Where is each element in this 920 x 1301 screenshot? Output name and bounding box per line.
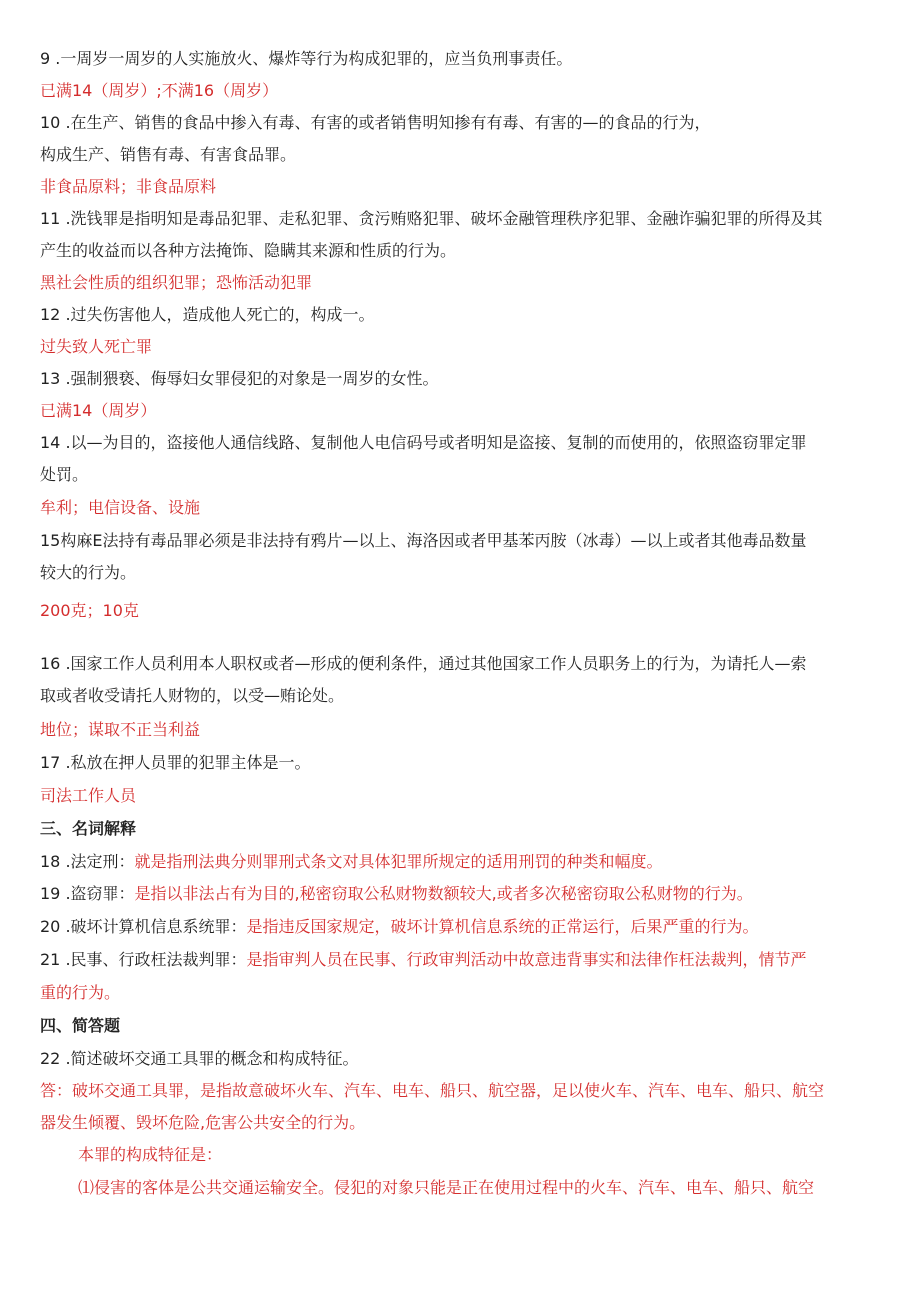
term-21-definition: 是指审判人员在民事、行政审判活动中故意违背事实和法律作枉法裁判，情节严 xyxy=(246,950,807,969)
answer-11: 黑社会性质的组织犯罪；恐怖活动犯罪 xyxy=(40,273,313,292)
question-13: 13 .强制猥亵、侮辱妇女罪侵犯的对象是一周岁的女性。 xyxy=(40,369,439,388)
section-heading-4: 四、简答题 xyxy=(40,1016,121,1035)
question-17: 17 .私放在押人员罪的犯罪主体是一。 xyxy=(40,753,311,772)
question-16-line2: 取或者收受请托人财物的，以受—贿论处。 xyxy=(40,686,345,705)
question-15-line2: 较大的行为。 xyxy=(40,563,137,582)
question-14-line2: 处罚。 xyxy=(40,465,89,484)
term-21-definition-line2: 重的行为。 xyxy=(40,983,121,1002)
answer-17: 司法工作人员 xyxy=(40,786,137,805)
term-18 xyxy=(40,851,663,873)
term-19-title: 19 .盗窃罪： xyxy=(40,884,135,903)
question-14-line1: 14 .以—为目的，盗接他人通信线路、复制他人电信码号或者明知是盗接、复制的而使用的，依照盗窃罪定罪 xyxy=(40,433,807,452)
answer-14: 牟利；电信设备、设施 xyxy=(40,498,201,517)
section-heading-3: 三、名词解释 xyxy=(40,819,137,838)
term-20 xyxy=(40,916,759,938)
answer-22-line3: 本罪的构成特征是： xyxy=(78,1145,223,1164)
term-18-title: 18 .法定刑： xyxy=(40,852,135,871)
question-10-line2: 构成生产、销售有毒、有害食品罪。 xyxy=(40,145,297,164)
answer-13: 已满14（周岁） xyxy=(40,401,157,420)
term-20-title: 20 .破坏计算机信息系统罪： xyxy=(40,917,247,936)
answer-9: 已满14（周岁）;不满16（周岁） xyxy=(40,81,279,100)
question-22: 22 .简述破坏交通工具罪的概念和构成特征。 xyxy=(40,1049,359,1068)
answer-15: 200克；10克 xyxy=(40,601,139,620)
answer-10: 非食品原料；非食品原料 xyxy=(40,177,217,196)
question-11-line1: 11 .洗钱罪是指明知是毒品犯罪、走私犯罪、贪污贿赂犯罪、破坏金融管理秩序犯罪、金融诈骗犯罪的所得及其 xyxy=(40,209,823,228)
question-12: 12 .过失伤害他人，造成他人死亡的，构成一。 xyxy=(40,305,375,324)
term-19 xyxy=(40,883,753,905)
answer-16: 地位；谋取不正当利益 xyxy=(40,720,201,739)
term-21-title: 21 .民事、行政枉法裁判罪： xyxy=(40,950,247,969)
question-9: 9 .一周岁一周岁的人实施放火、爆炸等行为构成犯罪的，应当负刑事责任。 xyxy=(40,49,573,68)
term-21 xyxy=(40,949,807,971)
term-19-definition: 是指以非法占有为目的,秘密窃取公私财物数额较大,或者多次秘密窃取公私财物的行为。 xyxy=(134,884,753,903)
question-16-line1: 16 .国家工作人员利用本人职权或者—形成的便利条件，通过其他国家工作人员职务上的行为，为请托人—索 xyxy=(40,654,807,673)
answer-22-line2: 器发生倾覆、毁坏危险,危害公共安全的行为。 xyxy=(40,1113,366,1132)
answer-22-line4: ⑴侵害的客体是公共交通运输安全。侵犯的对象只能是正在使用过程中的火车、汽车、电车、船只、航空 xyxy=(78,1178,815,1197)
question-15-line1: 15构麻E法持有毒品罪必须是非法持有鸦片—以上、海洛因或者甲基苯丙胺（冰毒）—以上或者其他毒品数量 xyxy=(40,531,807,550)
question-10-line1: 10 .在生产、销售的食品中掺入有毒、有害的或者销售明知掺有有毒、有害的—的食品的行为， xyxy=(40,113,711,132)
answer-22-line1: 答：破坏交通工具罪，是指故意破坏火车、汽车、电车、船只、航空器，足以使火车、汽车、电车、船只、航空 xyxy=(40,1081,825,1100)
term-18-definition: 就是指刑法典分则罪刑式条文对具体犯罪所规定的适用刑罚的种类和幅度。 xyxy=(134,852,663,871)
answer-12: 过失致人死亡罪 xyxy=(40,337,153,356)
question-11-line2: 产生的收益而以各种方法掩饰、隐瞒其来源和性质的行为。 xyxy=(40,241,457,260)
term-20-definition: 是指违反国家规定，破坏计算机信息系统的正常运行，后果严重的行为。 xyxy=(246,917,759,936)
